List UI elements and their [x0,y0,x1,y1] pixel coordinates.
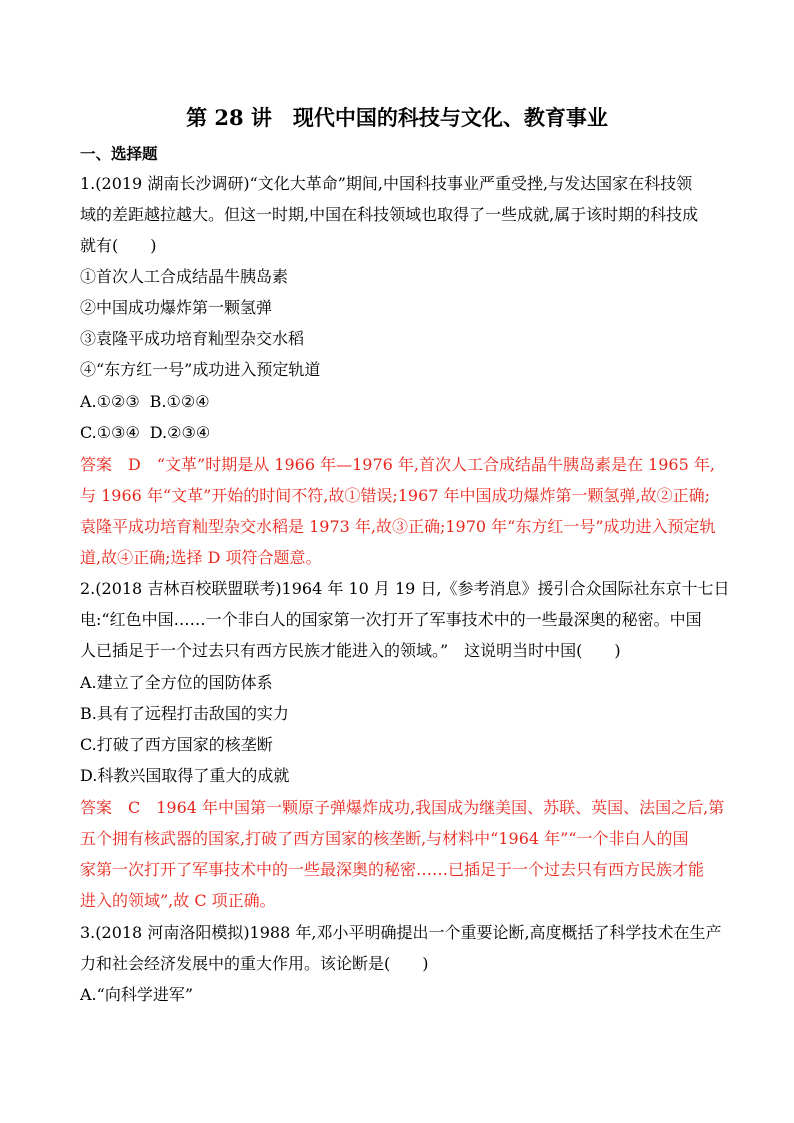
q2-answer-line: 答案 C 1964 年中国第一颗原子弹爆炸成功,我国成为继美国、苏联、英国、法国之后,第 [80,798,725,817]
q1-options-row-1 [80,391,210,413]
q2-answer-line: 进入的领域”,故 C 项正确。 [80,891,276,910]
q2-stem-line: 电:“红色中国……一个非白人的国家第一次打开了军事技术中的一些最深奥的秘密。中国 [80,610,702,629]
q1-item: ④“东方红一号”成功进入预定轨道 [80,360,321,379]
q1-stem-line: 就有( ) [80,236,157,255]
q1-stem-line: 1.(2019 湖南长沙调研)“文化大革命”期间,中国科技事业严重受挫,与发达国家在科技领 [80,174,693,193]
q1-item: ②中国成功爆炸第一颗氢弹 [80,298,273,317]
q3-stem-line: 3.(2018 河南洛阳模拟)1988 年,邓小平明确提出一个重要论断,高度概括了科学技术在生产 [80,923,722,942]
q2-answer-line: 家第一次打开了军事技术中的一些最深奥的秘密……已插足于一个过去只有西方民族才能 [80,860,705,879]
q3-stem-line: 力和社会经济发展中的重大作用。该论断是( ) [80,954,429,973]
q3-option-a: A.“向科学进军” [80,985,194,1004]
q1-options-row-2 [80,422,210,444]
section-heading: 一、选择题 [80,144,158,163]
q1-answer-line: 答案 D “文革”时期是从 1966 年—1976 年,首次人工合成结晶牛胰岛素是在 1965 年, [80,455,715,474]
q2-option-b: B.具有了远程打击敌国的实力 [80,704,289,723]
q2-stem-line: 人已插足于一个过去只有西方民族才能进入的领域。” 这说明当时中国( ) [80,641,621,660]
q2-option-a: A.建立了全方位的国防体系 [80,673,273,692]
q2-option-c: C.打破了西方国家的核垄断 [80,735,273,754]
q1-item: ③袁隆平成功培育籼型杂交水稻 [80,329,305,348]
q1-answer-line: 道,故④正确;选择 D 项符合题意。 [80,548,322,567]
q1-option-c: C.①③④ [80,423,140,442]
q2-option-d: D.科教兴国取得了重大的成就 [80,766,290,785]
q1-answer-line: 与 1966 年“文革”开始的时间不符,故①错误;1967 年中国成功爆炸第一颗氢弹,故②正确; [80,486,711,505]
q2-stem-line: 2.(2018 吉林百校联盟联考)1964 年 10 月 19 日,《参考消息》援引合众国际社东京十七日 [80,579,730,598]
q2-answer-line: 五个拥有核武器的国家,打破了西方国家的核垄断,与材料中“1964 年”“一个非白人的国 [80,829,689,848]
q1-item: ①首次人工合成结晶牛胰岛素 [80,267,289,286]
page-title: 第 28 讲 现代中国的科技与文化、教育事业 [186,105,608,130]
q1-option-a: A.①②③ [80,392,140,411]
q1-answer-line: 袁隆平成功培育籼型杂交水稻是 1973 年,故③正确;1970 年“东方红一号”成功进入预定轨 [80,517,716,536]
q1-stem-line: 域的差距越拉越大。但这一时期,中国在科技领域也取得了一些成就,属于该时期的科技成 [80,205,699,224]
q1-option-b: B.①②④ [149,392,210,411]
q1-option-d: D.②③④ [149,423,211,442]
